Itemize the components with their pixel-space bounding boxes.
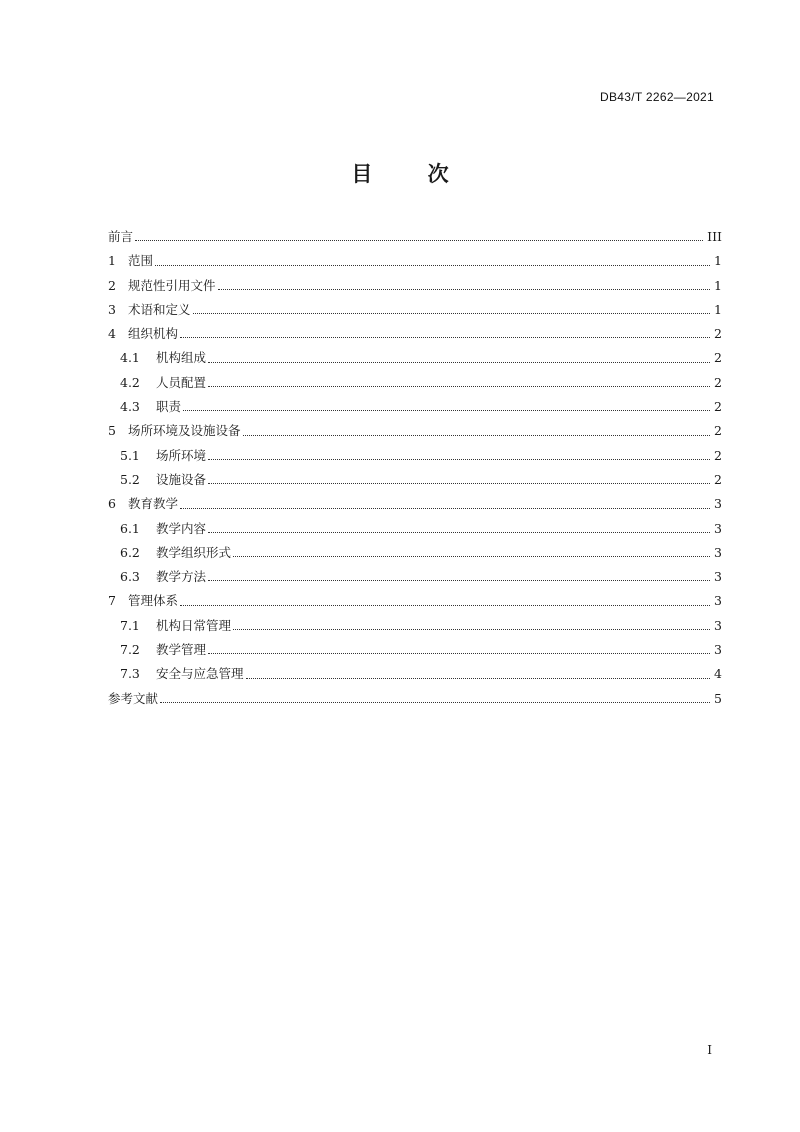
toc-entry-label: 术语和定义 — [128, 301, 191, 317]
toc-entry[interactable] — [108, 468, 722, 492]
toc-entry[interactable] — [108, 565, 722, 589]
toc-entry[interactable] — [108, 322, 722, 346]
toc-entry-label: 设施设备 — [156, 471, 207, 487]
toc-entry[interactable] — [108, 589, 722, 613]
toc-entry-number: 4.1 — [120, 350, 140, 366]
toc-entry-number: 4 — [108, 326, 116, 342]
toc-entry[interactable] — [108, 541, 722, 565]
toc-entry-page: 2 — [714, 447, 722, 463]
table-of-contents — [108, 225, 722, 711]
toc-entry-page: 3 — [714, 593, 722, 609]
toc-entry-number: 4.2 — [120, 374, 140, 390]
toc-entry-page: 2 — [714, 326, 722, 342]
toc-leader-dots — [233, 555, 710, 557]
toc-entry[interactable] — [108, 346, 722, 370]
toc-entry-label: 人员配置 — [156, 374, 207, 390]
toc-entry-number: 7.1 — [120, 617, 140, 633]
toc-entry[interactable] — [108, 249, 722, 273]
toc-entry[interactable] — [108, 395, 722, 419]
toc-entry-label: 参考文献 — [108, 690, 159, 706]
toc-entry-page: III — [707, 229, 722, 244]
toc-entry-label: 管理体系 — [128, 593, 179, 609]
toc-entry[interactable] — [108, 274, 722, 298]
toc-entry-page: 2 — [714, 399, 722, 415]
page-number: I — [707, 1043, 712, 1057]
toc-entry-page: 2 — [714, 350, 722, 366]
toc-entry-number: 6.3 — [120, 569, 140, 585]
toc-entry-number: 1 — [108, 253, 116, 269]
toc-entry-label: 规范性引用文件 — [128, 277, 216, 293]
toc-leader-dots — [183, 409, 710, 411]
toc-entry-number: 6.2 — [120, 544, 140, 560]
toc-leader-dots — [208, 385, 710, 387]
page-title — [0, 158, 800, 188]
toc-leader-dots — [160, 701, 710, 703]
toc-entry[interactable] — [108, 638, 722, 662]
toc-entry-label: 场所环境及设施设备 — [128, 423, 241, 439]
toc-entry-page: 1 — [714, 277, 722, 293]
toc-entry-number: 5.2 — [120, 471, 140, 487]
toc-entry-page: 2 — [714, 423, 722, 439]
toc-entry-label: 安全与应急管理 — [156, 666, 244, 682]
toc-entry-label: 教学内容 — [156, 520, 207, 536]
toc-leader-dots — [246, 677, 710, 679]
toc-entry-label: 教育教学 — [128, 496, 179, 512]
toc-entry-label: 组织机构 — [128, 326, 179, 342]
toc-entry-label: 教学方法 — [156, 569, 207, 585]
document-code: DB43/T 2262—2021 — [600, 90, 714, 104]
toc-entry-page: 3 — [714, 642, 722, 658]
toc-entry[interactable] — [108, 687, 722, 711]
toc-leader-dots — [180, 336, 710, 338]
toc-entry-page: 1 — [714, 301, 722, 317]
toc-entry-page: 1 — [714, 253, 722, 269]
toc-entry[interactable] — [108, 419, 722, 443]
title-char-1: 目 — [351, 162, 373, 186]
toc-entry[interactable] — [108, 371, 722, 395]
toc-entry[interactable] — [108, 492, 722, 516]
toc-leader-dots — [208, 579, 710, 581]
toc-leader-dots — [218, 288, 710, 290]
toc-entry-page: 4 — [714, 666, 722, 682]
toc-entry-number: 6 — [108, 496, 116, 512]
toc-entry-number: 5.1 — [120, 447, 140, 463]
toc-entry-number: 4.3 — [120, 399, 140, 415]
toc-leader-dots — [208, 458, 710, 460]
toc-leader-dots — [208, 361, 710, 363]
toc-entry-number: 3 — [108, 301, 116, 317]
toc-leader-dots — [180, 604, 710, 606]
toc-leader-dots — [135, 239, 703, 241]
toc-leader-dots — [208, 652, 710, 654]
toc-entry-page: 3 — [714, 617, 722, 633]
toc-entry-number: 6.1 — [120, 520, 140, 536]
toc-entry-number: 7.3 — [120, 666, 140, 682]
title-char-2: 次 — [427, 162, 449, 186]
toc-entry-number: 7 — [108, 593, 116, 609]
toc-entry-page: 2 — [714, 374, 722, 390]
toc-entry-label: 前言 — [108, 229, 134, 244]
toc-entry-label: 机构组成 — [156, 350, 207, 366]
toc-entry[interactable] — [108, 298, 722, 322]
toc-entry[interactable] — [108, 225, 722, 249]
toc-entry-label: 教学组织形式 — [156, 544, 232, 560]
toc-entry-number: 2 — [108, 277, 116, 293]
toc-entry-label: 教学管理 — [156, 642, 207, 658]
toc-entry[interactable] — [108, 517, 722, 541]
toc-entry[interactable] — [108, 614, 722, 638]
toc-entry-page: 3 — [714, 496, 722, 512]
toc-entry-page: 3 — [714, 544, 722, 560]
toc-leader-dots — [180, 507, 710, 509]
toc-entry-number: 5 — [108, 423, 116, 439]
toc-entry-label: 场所环境 — [156, 447, 207, 463]
toc-leader-dots — [243, 434, 710, 436]
toc-entry-page: 3 — [714, 520, 722, 536]
toc-entry-label: 机构日常管理 — [156, 617, 232, 633]
toc-entry-label: 职责 — [156, 399, 182, 415]
toc-leader-dots — [208, 482, 710, 484]
toc-entry[interactable] — [108, 662, 722, 686]
toc-leader-dots — [155, 264, 710, 266]
toc-leader-dots — [233, 628, 710, 630]
toc-entry-page: 2 — [714, 471, 722, 487]
toc-leader-dots — [193, 312, 710, 314]
toc-leader-dots — [208, 531, 710, 533]
toc-entry-page: 3 — [714, 569, 722, 585]
toc-entry-label: 范围 — [128, 253, 154, 269]
toc-entry[interactable] — [108, 444, 722, 468]
toc-entry-number: 7.2 — [120, 642, 140, 658]
toc-entry-page: 5 — [714, 690, 722, 706]
